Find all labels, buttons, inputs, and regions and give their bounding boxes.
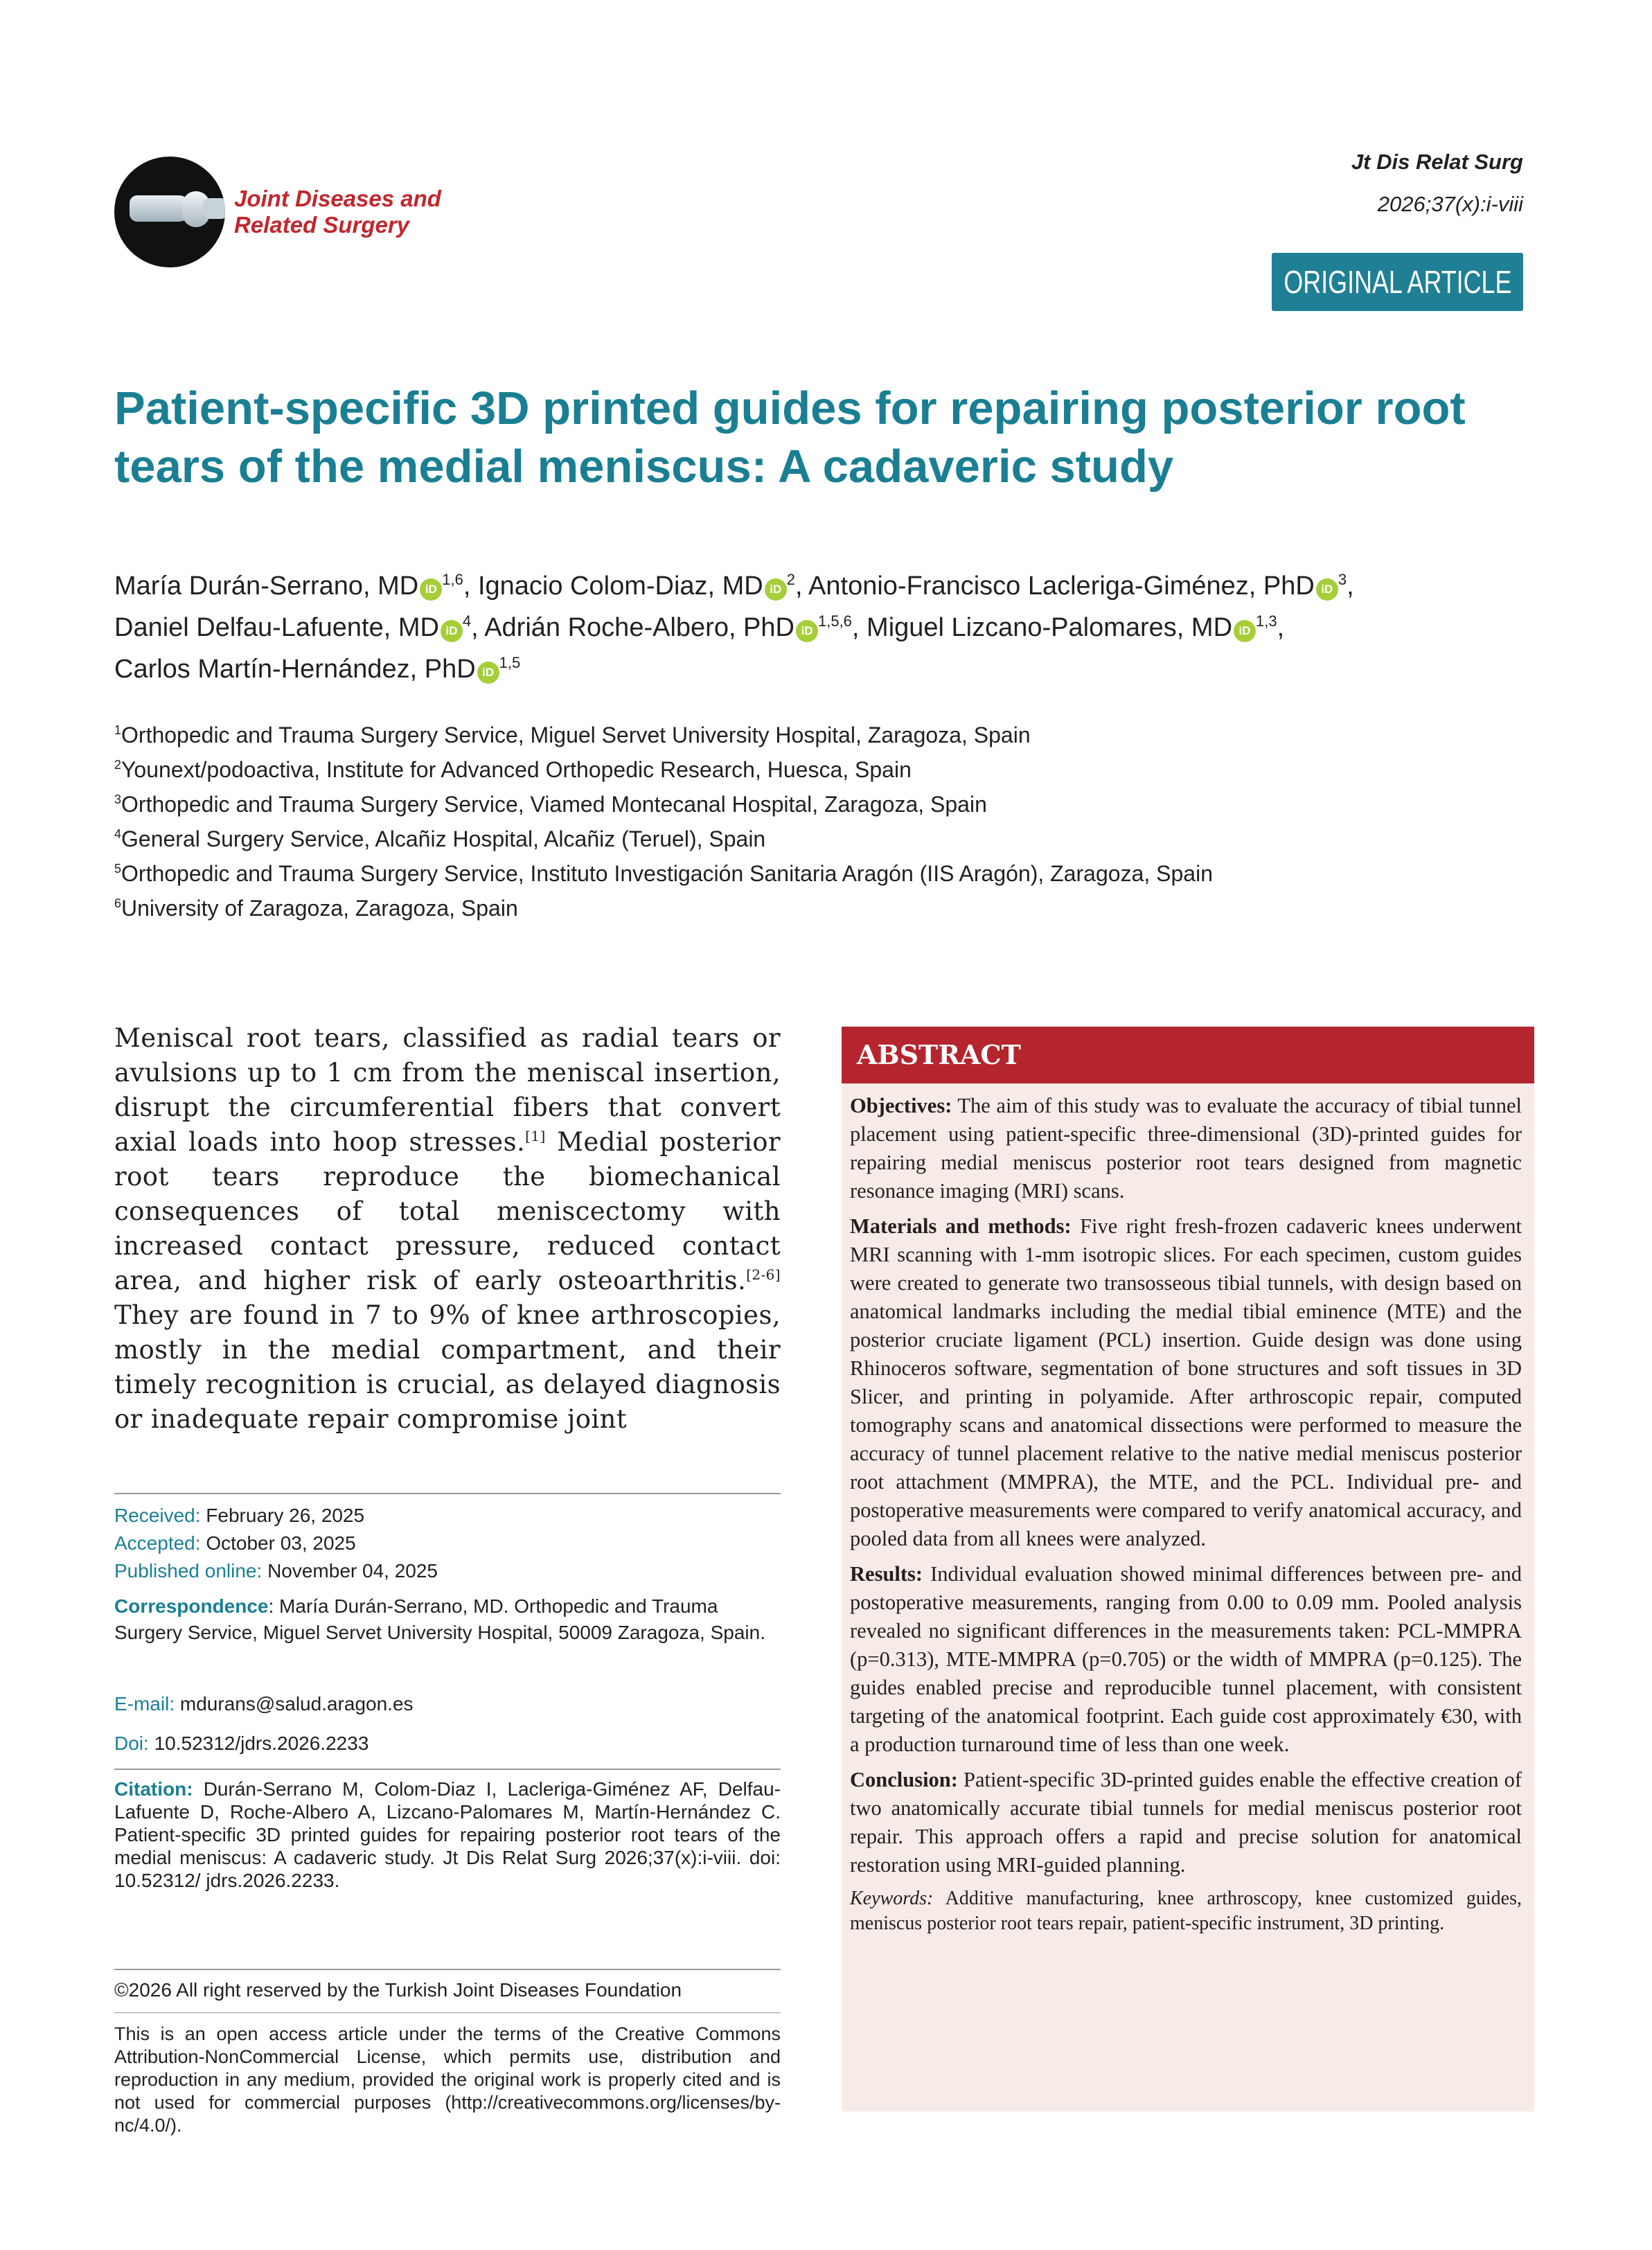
abstract-objectives	[850, 1092, 1522, 1205]
doi	[114, 1730, 781, 1757]
correspondence	[114, 1593, 781, 1646]
author-affiliation: 2	[786, 571, 796, 588]
orcid-icon[interactable]: iD	[1316, 578, 1338, 601]
divider	[114, 2012, 781, 2013]
orcid-icon[interactable]: iD	[420, 578, 442, 601]
author-name: Antonio-Francisco Lacleriga-Giménez, PhD	[808, 572, 1315, 601]
author-name: Adrián Roche-Albero, PhD	[484, 613, 794, 642]
author-name: Ignacio Colom-Diaz, MD	[477, 572, 763, 601]
affiliation-number: 5	[114, 862, 122, 876]
journal-logo	[114, 157, 225, 267]
abstract-keywords	[850, 1886, 1522, 1936]
affiliation-text: Younext/podoactiva, Institute for Advanced Orthopedic Research, Huesca, Spain	[121, 757, 912, 782]
citation-text: Durán-Serrano M, Colom-Diaz I, Lacleriga-Giménez AF, Delfau-Lafuente D, Roche-Albero A, Lizcano-Palomares M, Martín-Hernández C. Patient-specific 3D printed guides for repairing posterior root tears of the medial meniscus: A cadaveric study. Jt Dis Relat Surg 2026;37(x):i-viii. doi: 10.52312/ jdrs.2026.2233.	[114, 1778, 781, 1891]
author-affiliation: 1,5,6	[817, 612, 852, 630]
author-affiliation: 1,3	[1256, 612, 1277, 630]
doi-label: Doi:	[114, 1733, 149, 1754]
license-text: This is an open access article under the terms of the Creative Commons Attribution-NonCommercial License, which permits use, distribution and reproduction in any medium, provided the original work is properly cited and is not used for commercial purposes (http://creativecommons.org/licenses/by-nc/4.0/).	[114, 2023, 781, 2136]
journal-abbreviation: Jt Dis Relat Surg	[1351, 150, 1523, 174]
results-label: Results:	[850, 1562, 923, 1586]
abstract-conclusion	[850, 1766, 1522, 1879]
article-type-label: ORIGINAL ARTICLE	[1284, 264, 1512, 300]
journal-volume: 2026;37(x):i-viii	[1377, 192, 1523, 216]
orcid-icon[interactable]: iD	[1234, 620, 1256, 642]
author-separator: ,	[463, 572, 478, 601]
objectives-label: Objectives:	[850, 1094, 952, 1117]
article-title: Patient-specific 3D printed guides for repairing posterior root tears of the medial meniscus: A cadaveric study	[114, 382, 1466, 493]
author-separator: ,	[1277, 613, 1285, 642]
affiliation-number: 6	[114, 896, 122, 910]
email-link[interactable]: mdurans@salud.aragon.es	[179, 1693, 414, 1715]
orcid-icon[interactable]: iD	[796, 620, 818, 642]
abstract-results	[850, 1560, 1522, 1759]
intro-text: Meniscal root tears, classified as radial tears or avulsions up to 1 cm from the meniscal insertion, disrupt the circumferential fibers that convert axial loads into hoop stresses.	[114, 1023, 781, 1157]
journal-name-line1: Joint Diseases and	[234, 186, 441, 211]
affiliation-number: 2	[114, 758, 122, 772]
orcid-icon[interactable]: iD	[441, 620, 463, 642]
affiliation-number: 4	[114, 827, 122, 841]
accepted-label: Accepted:	[114, 1532, 201, 1554]
author-separator: ,	[471, 613, 485, 642]
objectives-text: The aim of this study was to evaluate the accuracy of tibial tunnel placement using patient-specific three-dimensional (3D)-printed guides for repairing medial meniscus posterior root tears designed from magnetic resonance imaging (MRI) scans.	[850, 1094, 1522, 1203]
author-name: Carlos Martín-Hernández, PhD	[114, 655, 476, 684]
received-date	[114, 1502, 781, 1530]
conclusion-text: Patient-specific 3D-printed guides enable the effective creation of two anatomically accurate tibial tunnels for medial meniscus posterior root repair. This approach offers a rapid and precise solution for anatomical restoration using MRI-guided planning.	[850, 1768, 1522, 1877]
copyright: ©2026 All right reserved by the Turkish Joint Diseases Foundation	[114, 1979, 682, 2001]
intro-text: They are found in 7 to 9% of knee arthroscopies, mostly in the medial compartment, and their timely recognition is crucial, as delayed diagnosis or inadequate repair compromise joint	[114, 1300, 781, 1434]
affiliation-item	[114, 752, 1541, 787]
reference-link[interactable]: [1]	[525, 1128, 546, 1144]
divider	[114, 1769, 781, 1770]
affiliation-number: 3	[114, 792, 122, 806]
results-text: Individual evaluation showed minimal differences between pre- and postoperative measurements, ranging from 0.00 to 0.09 mm. Pooled analysis revealed no significant differences in the measurements taken: PCL-MMPRA (p=0.313), MTE-MMPRA (p=0.705) or the width of MMPRA (p=0.125). The guides enabled precise and reproducible tunnel placement, with consistent targeting of the anatomical footprint. Each guide cost approximately €30, with a production turnaround time of less than one week.	[850, 1562, 1522, 1756]
bone-image-end	[203, 198, 225, 219]
affiliation-number: 1	[114, 723, 122, 737]
affiliation-text: General Surgery Service, Alcañiz Hospital, Alcañiz (Teruel), Spain	[121, 826, 766, 851]
introduction-paragraph	[114, 1021, 781, 1437]
author-name: Daniel Delfau-Lafuente, MD	[114, 613, 439, 642]
correspondence-label: Correspondence	[114, 1595, 269, 1617]
journal-name-line2: Related Surgery	[234, 212, 410, 238]
affiliation-text: Orthopedic and Trauma Surgery Service, Viamed Montecanal Hospital, Zaragoza, Spain	[121, 792, 987, 817]
methods-text: Five right fresh-frozen cadaveric knees underwent MRI scanning with 1-mm isotropic slices. For each specimen, custom guides were created to generate two transosseous tibial tunnels, with design based on anatomical landmarks including the medial tibial eminence (MTE) and the posterior cruciate ligament (PCL) insertion. Guide design was done using Rhinoceros software, segmentation of bone structures and soft tissues in 3D Slicer, and printing in polyamide. After arthroscopic repair, computed tomography scans and anatomical dissections were performed to measure the accuracy of tunnel placement relative to the native medial meniscus posterior root attachment (MMPRA), the MTE, and the PCL. Individual pre- and postoperative measurements were compared to verify anatomical accuracy, and pooled data from all knees were analyzed.	[850, 1214, 1522, 1550]
divider	[114, 1969, 781, 1970]
article-dates	[114, 1502, 781, 1585]
keywords-text: Additive manufacturing, knee arthroscopy, knee customized guides, meniscus posterior root tears repair, patient-specific instrument, 3D printing.	[850, 1888, 1522, 1934]
author-list	[114, 565, 1541, 690]
orcid-icon[interactable]: iD	[477, 662, 499, 684]
citation-label: Citation:	[114, 1778, 193, 1800]
affiliation-list	[114, 718, 1541, 925]
accepted-date	[114, 1530, 781, 1557]
published-label: Published online:	[114, 1560, 263, 1582]
author-separator: ,	[1347, 572, 1354, 601]
published-date	[114, 1557, 781, 1585]
abstract-methods	[850, 1212, 1522, 1553]
author-affiliation: 1,5	[499, 654, 521, 671]
author-affiliation: 4	[462, 612, 472, 630]
affiliation-item	[114, 822, 1541, 856]
email-label: E-mail:	[114, 1693, 175, 1715]
divider	[114, 1493, 781, 1494]
affiliation-item	[114, 856, 1541, 891]
received-label: Received:	[114, 1505, 201, 1526]
affiliation-item	[114, 787, 1541, 822]
citation	[114, 1778, 781, 1892]
correspondence-text: : María Durán-Serrano, MD. Orthopedic and Trauma Surgery Service, Miguel Servet University Hospital, 50009 Zaragoza, Spain.	[114, 1595, 765, 1643]
methods-label: Materials and methods:	[850, 1214, 1072, 1238]
affiliation-text: University of Zaragoza, Zaragoza, Spain	[121, 896, 518, 921]
affiliation-item	[114, 891, 1541, 925]
author-affiliation: 1,6	[442, 571, 463, 588]
abstract-box	[842, 1083, 1534, 2111]
abstract-heading: ABSTRACT	[842, 1027, 1534, 1083]
author-separator: ,	[851, 613, 867, 642]
received-value: February 26, 2025	[206, 1505, 365, 1526]
published-value: November 04, 2025	[267, 1560, 438, 1582]
keywords-label: Keywords:	[850, 1888, 934, 1909]
affiliation-item	[114, 718, 1541, 752]
conclusion-label: Conclusion:	[850, 1768, 958, 1791]
email	[114, 1690, 781, 1718]
author-name: Miguel Lizcano-Palomares, MD	[867, 613, 1233, 642]
author-affiliation: 3	[1338, 571, 1347, 588]
author-name: María Durán-Serrano, MD	[114, 572, 419, 601]
accepted-value: October 03, 2025	[206, 1532, 356, 1554]
intro-text: Medial posterior root tears reproduce the biomechanical consequences of total meniscectomy with increased contact pressure, reduced contact area, and higher risk of early osteoarthritis.	[114, 1127, 781, 1295]
journal-name	[234, 186, 441, 238]
orcid-icon[interactable]: iD	[765, 578, 787, 601]
affiliation-text: Orthopedic and Trauma Surgery Service, Miguel Servet University Hospital, Zaragoza, Spain	[121, 723, 1031, 747]
reference-link[interactable]: [2-6]	[746, 1266, 781, 1283]
author-separator: ,	[795, 572, 809, 601]
article-type-badge	[1272, 253, 1523, 311]
doi-link[interactable]: 10.52312/jdrs.2026.2233	[154, 1733, 369, 1754]
affiliation-text: Orthopedic and Trauma Surgery Service, Instituto Investigación Sanitaria Aragón (IIS Aragón), Zaragoza, Spain	[121, 861, 1213, 886]
